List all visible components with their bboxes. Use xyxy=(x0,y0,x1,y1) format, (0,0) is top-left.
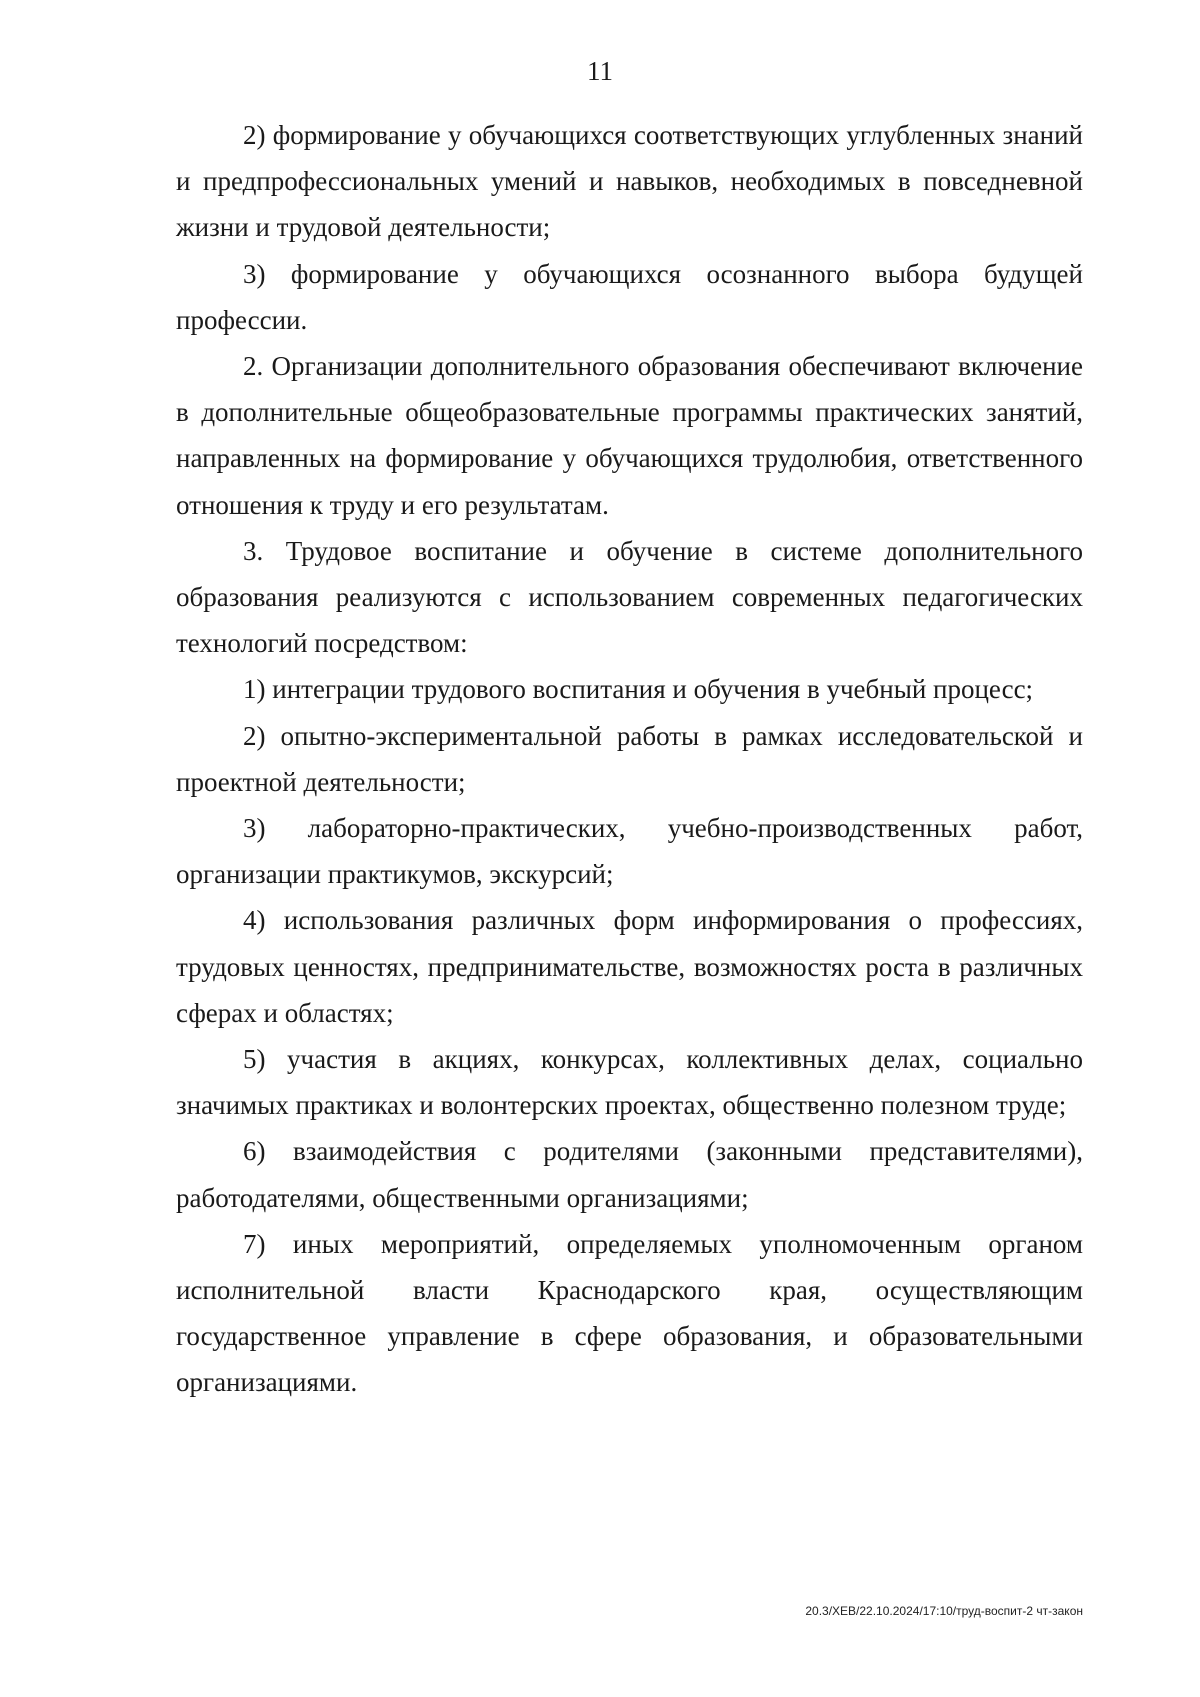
paragraph-list-item-4: 4) использования различных форм информирования о профессиях, трудовых ценностях, предпринимательстве, возможностях роста в различных сферах и областях; xyxy=(176,905,1083,1028)
document-body xyxy=(176,112,1083,1406)
paragraph-list-item-5: 5) участия в акциях, конкурсах, коллективных делах, социально значимых практиках и волонтерских проектах, общественно полезном труде; xyxy=(176,1044,1083,1121)
paragraph-list-item-3: 3) лабораторно-практических, учебно-производственных работ, организации практикумов, экскурсий; xyxy=(176,813,1083,890)
page-number: 11 xyxy=(587,56,613,86)
paragraph-item-3-profession-choice: 3) формирование у обучающихся осознанного выбора будущей профессии. xyxy=(176,258,1083,335)
paragraph-section-3: 3. Трудовое воспитание и обучение в системе дополнительного образования реализуются с использованием современных педагогических технологий посредством: xyxy=(176,535,1083,659)
paragraph-list-item-6: 6) взаимодействия с родителями (законными представителями), работодателями, общественными организациями; xyxy=(176,1136,1083,1213)
paragraph-section-2: 2. Организации дополнительного образования обеспечивают включение в дополнительные общеобразовательные программы практических занятий, направленных на формирование у обучающихся трудолюбия, ответственного отношения к труду и его результатам. xyxy=(176,351,1083,520)
paragraph-list-item-1: 1) интеграции трудового воспитания и обучения в учебный процесс; xyxy=(243,674,1034,705)
paragraph-item-2-knowledge: 2) формирование у обучающихся соответствующих углубленных знаний и предпрофессиональных умений и навыков, необходимых в повседневной жизни и трудовой деятельности; xyxy=(176,120,1083,243)
document-footer-code: 20.3/ХЕВ/22.10.2024/17:10/труд-воспит-2 чт-закон xyxy=(805,1604,1083,1618)
paragraph-list-item-2: 2) опытно-экспериментальной работы в рамках исследовательской и проектной деятельности; xyxy=(176,720,1083,797)
paragraph-list-item-7: 7) иных мероприятий, определяемых уполномоченным органом исполнительной власти Краснодарского края, осуществляющим государственное управление в сфере образования, и образовательными организациями. xyxy=(176,1228,1083,1398)
